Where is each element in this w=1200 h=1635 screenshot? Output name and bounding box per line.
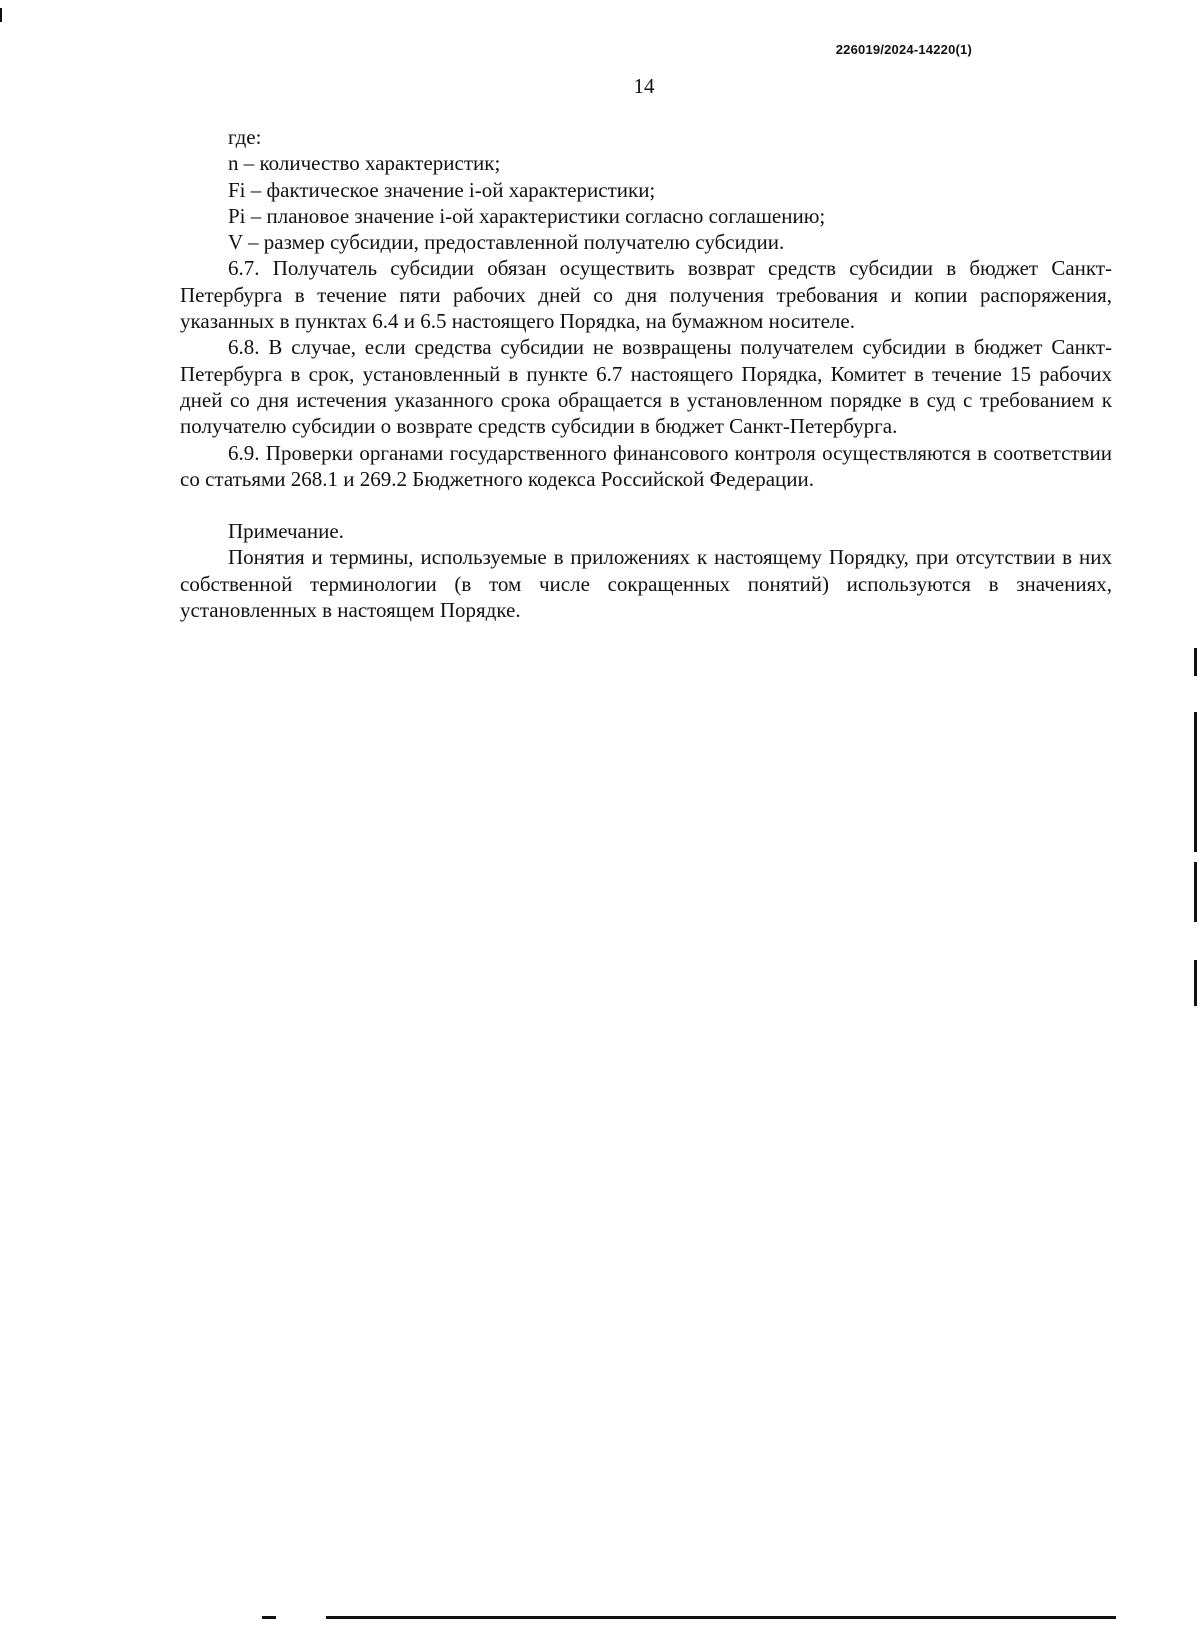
- where-label: где:: [228, 125, 262, 149]
- definition-n: n – количество характеристик;: [228, 151, 501, 176]
- scan-mark-right-3: [1194, 862, 1197, 922]
- clause-6-8: 6.8. В случае, если средства субсидии не возвращены получателем субсидии в бюджет Санкт-Петербурга в срок, установленный в пункте 6.7 настоящего Порядка, Комитет в течение 15 рабочих дней со дня истечения указанного срока обращается в установленном порядке в суд с требованием к получателю субсидии о возврате средств субсидии в бюджет Санкт-Петербурга.: [180, 335, 1112, 439]
- scan-mark-right-1: [1194, 648, 1197, 676]
- scan-mark-bottom-dot: [262, 1616, 276, 1619]
- definition-pi: Pi – плановое значение i-ой характеристики согласно соглашению;: [228, 203, 826, 228]
- page-number: 14: [633, 74, 655, 98]
- note-title: Примечание.: [228, 519, 344, 544]
- scan-mark-right-2: [1194, 712, 1197, 852]
- document-body: [180, 124, 1112, 623]
- clause-6-9: 6.9. Проверки органами государственного финансового контроля осуществляются в соответствии со статьями 268.1 и 269.2 Бюджетного кодекса Российской Федерации.: [180, 440, 1112, 491]
- definition-v: V – размер субсидии, предоставленной получателю субсидии.: [228, 230, 785, 255]
- document-id: 226019/2024-14220(1): [835, 42, 972, 57]
- scan-mark-left-1: [0, 8, 2, 22]
- note-text: Понятия и термины, используемые в приложениях к настоящему Порядку, при отсутствии в них собственной терминологии (в том числе сокращенных понятий) используются в значениях, установленных в настоящем Порядке.: [180, 545, 1112, 623]
- definition-fi: Fi – фактическое значение i-ой характеристики;: [228, 177, 656, 202]
- scan-mark-right-4: [1194, 960, 1197, 1006]
- clause-6-7: 6.7. Получатель субсидии обязан осуществить возврат средств субсидии в бюджет Санкт-Петербурга в течение пяти рабочих дней со дня получения требования и копии распоряжения, указанных в пунктах 6.4 и 6.5 настоящего Порядка, на бумажном носителе.: [180, 256, 1112, 334]
- scan-mark-bottom-line: [326, 1616, 1116, 1619]
